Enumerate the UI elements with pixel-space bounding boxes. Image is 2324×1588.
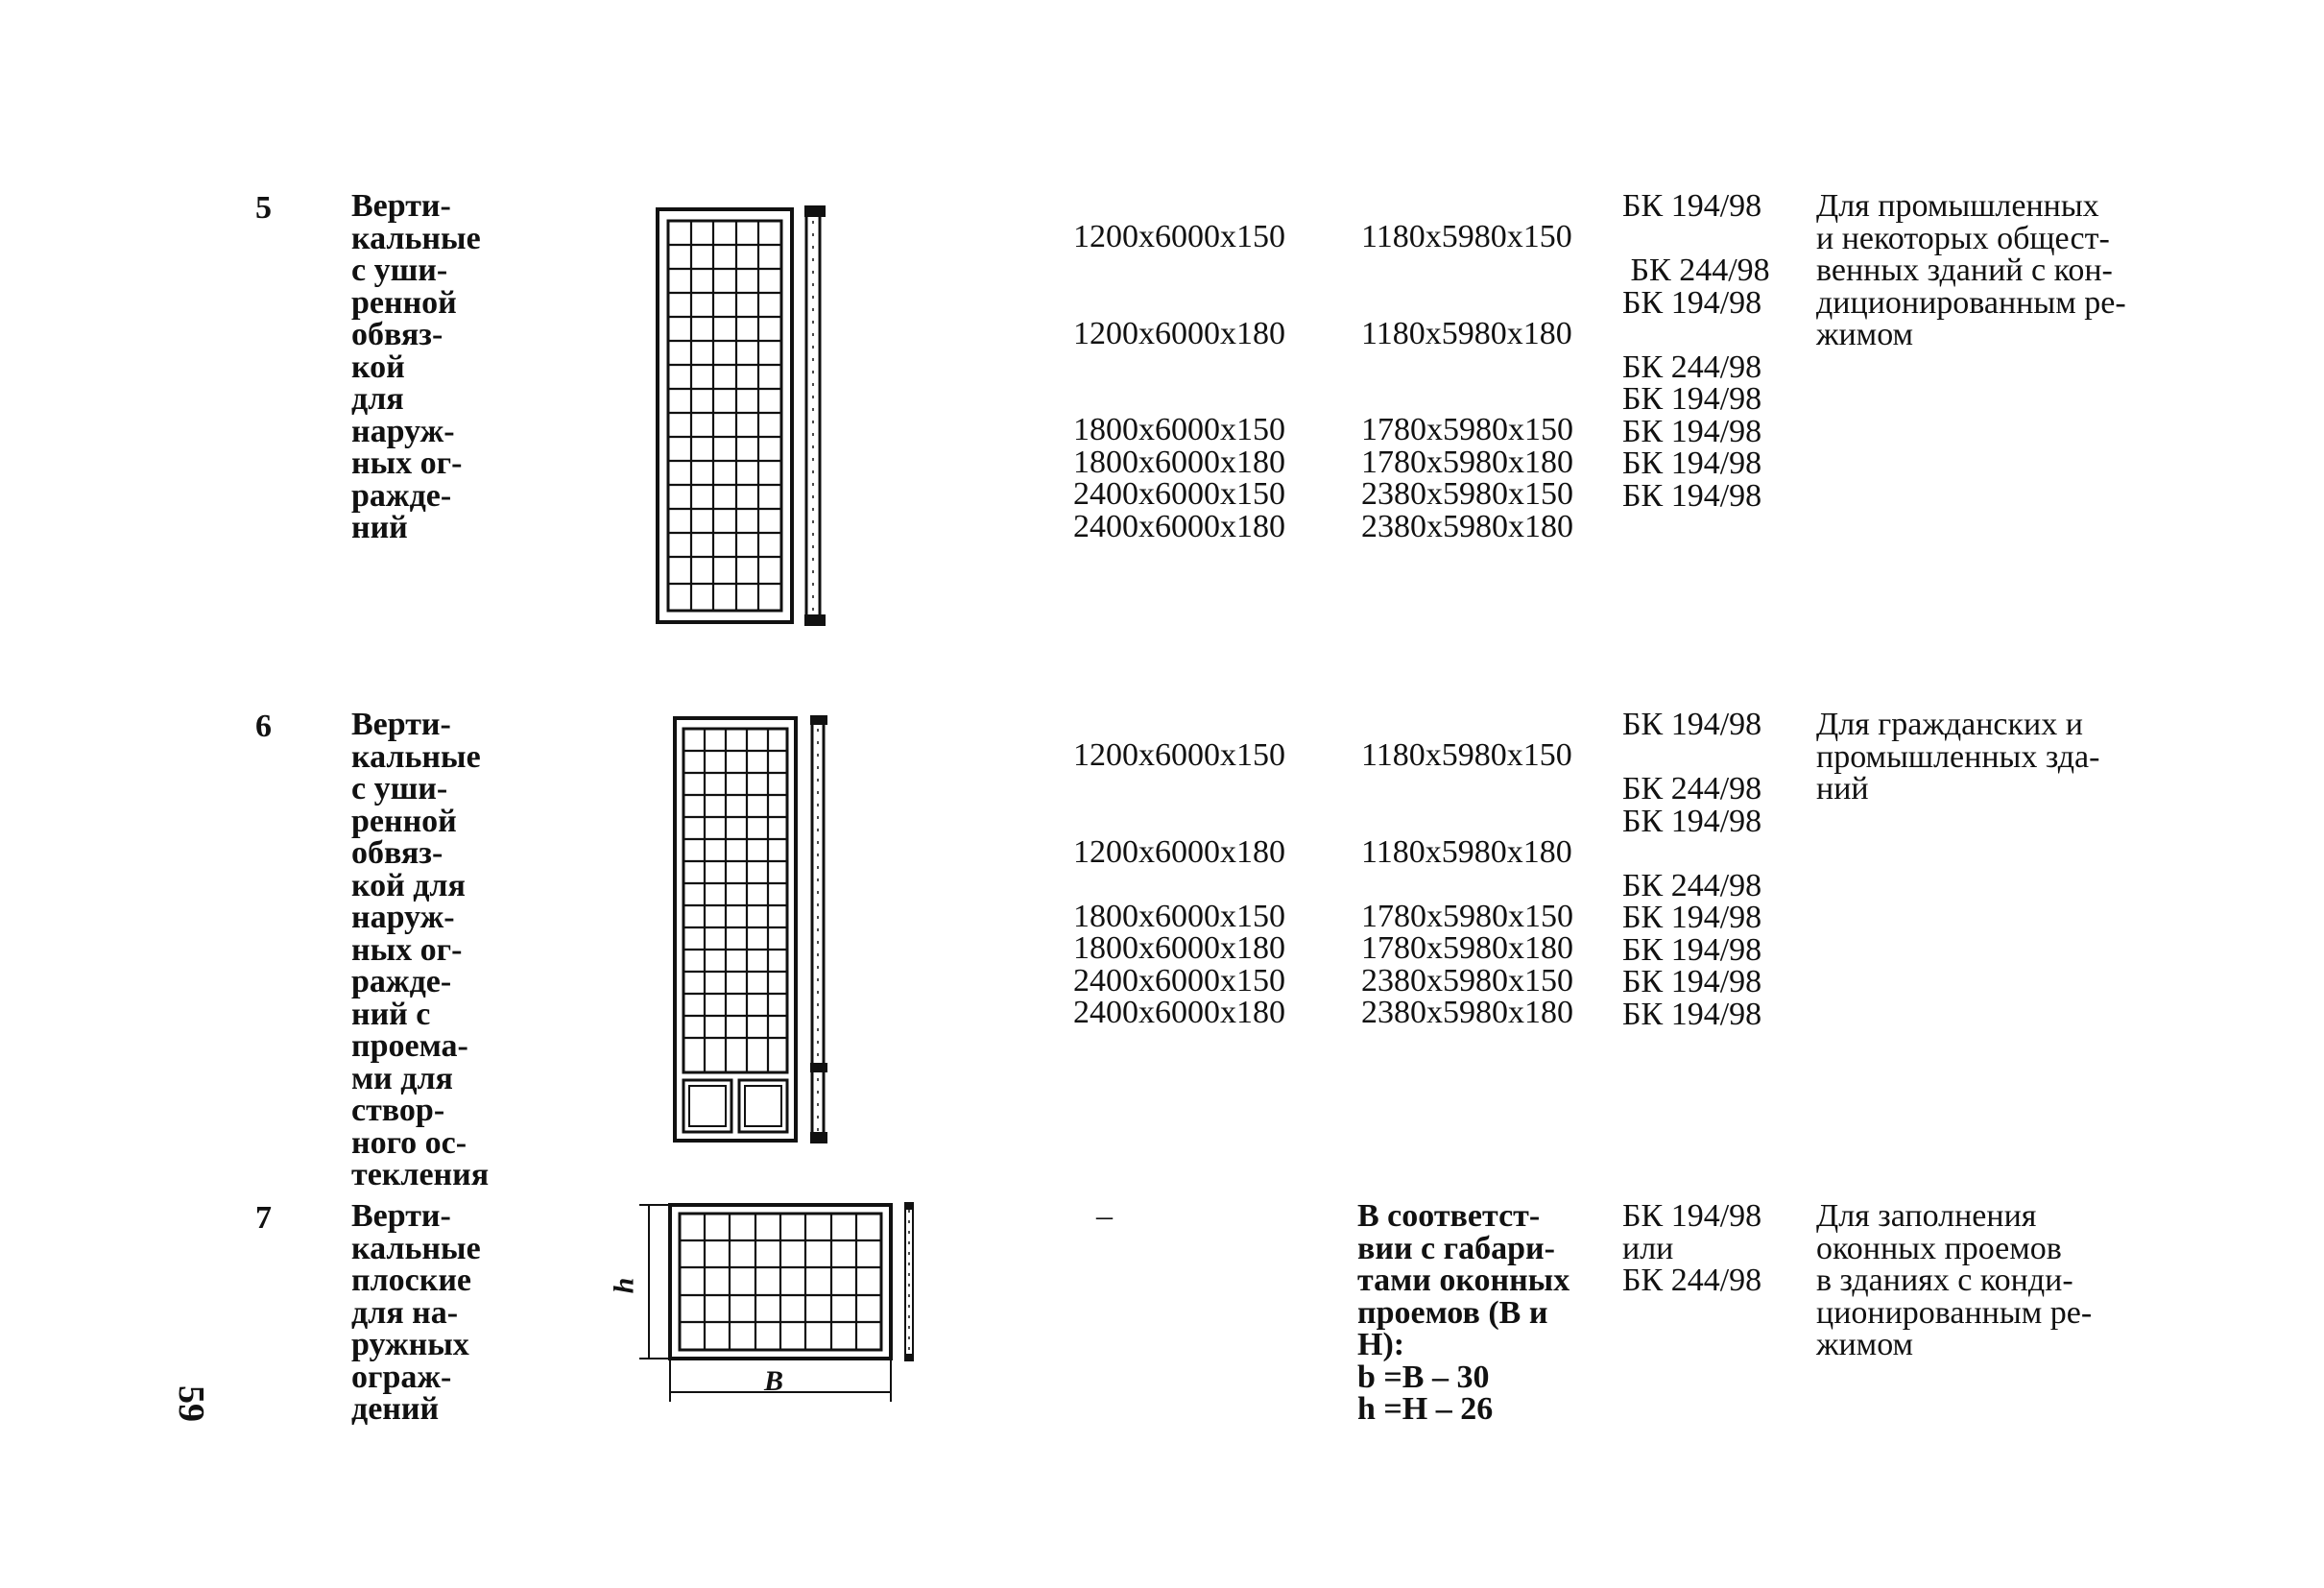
application-note: Для промышленных и некоторых общест- венных зданий с кон- диционированным ре- жимом bbox=[1816, 188, 2126, 352]
glass-block-type: БК 194/98 БК 244/98 БК 194/98 БК 244/98 БК 194/98 БК 194/98 БК 194/98 БК 194/98 bbox=[1622, 707, 1762, 1032]
glass-block-type: БК 194/98 или БК 244/98 bbox=[1622, 1198, 1762, 1298]
actual-dimensions-note: В соответст- вии с габари- тами оконных проемов (В и Н): b =В – 30 h =Н – 26 bbox=[1357, 1198, 1570, 1427]
panel-drawing-row6 bbox=[672, 715, 845, 1147]
nominal-dimensions: – bbox=[1096, 1198, 1113, 1234]
page-number: 59 bbox=[171, 1385, 211, 1422]
actual-dimensions: 1180x5980x150 1180x5980x180 1780x5980x150 1780x5980x180 2380x5980x150 2380x5980x180 bbox=[1361, 219, 1573, 544]
width-label: B bbox=[764, 1365, 784, 1397]
row-description: Верти- кальные с уши- ренной обвяз- кой для наруж- ных ог- ражде- ний bbox=[351, 188, 481, 545]
row-number: 5 bbox=[255, 190, 272, 226]
row-number: 6 bbox=[255, 709, 272, 744]
panel-drawing-row5 bbox=[653, 202, 845, 634]
row-description: Верти- кальные плоские для на- ружных ограж- дений bbox=[351, 1198, 481, 1427]
actual-dimensions: 1180x5980x150 1180x5980x180 1780x5980x150 1780x5980x180 2380x5980x150 2380x5980x180 bbox=[1361, 737, 1573, 1030]
application-note: Для заполнения оконных проемов в зданиях с конди- ционированным ре- жимом bbox=[1816, 1198, 2093, 1362]
row-number: 7 bbox=[255, 1200, 272, 1236]
height-label: h bbox=[608, 1277, 640, 1294]
row-description: Верти- кальные с уши- ренной обвяз- кой для наруж- ных ог- ражде- ний с проема- ми для створ- ного ос- текления bbox=[351, 707, 490, 1192]
application-note: Для гражданских и промышленных зда- ний bbox=[1816, 707, 2100, 806]
nominal-dimensions: 1200x6000x150 1200x6000x180 1800x6000x150 1800x6000x180 2400x6000x150 2400x6000x180 bbox=[1073, 219, 1285, 544]
glass-block-type: БК 194/98 БК 244/98 БК 194/98 БК 244/98 БК 194/98 БК 194/98 БК 194/98 БК 194/98 bbox=[1622, 188, 1770, 514]
nominal-dimensions: 1200x6000x150 1200x6000x180 1800x6000x150 1800x6000x180 2400x6000x150 2400x6000x180 bbox=[1073, 737, 1285, 1030]
